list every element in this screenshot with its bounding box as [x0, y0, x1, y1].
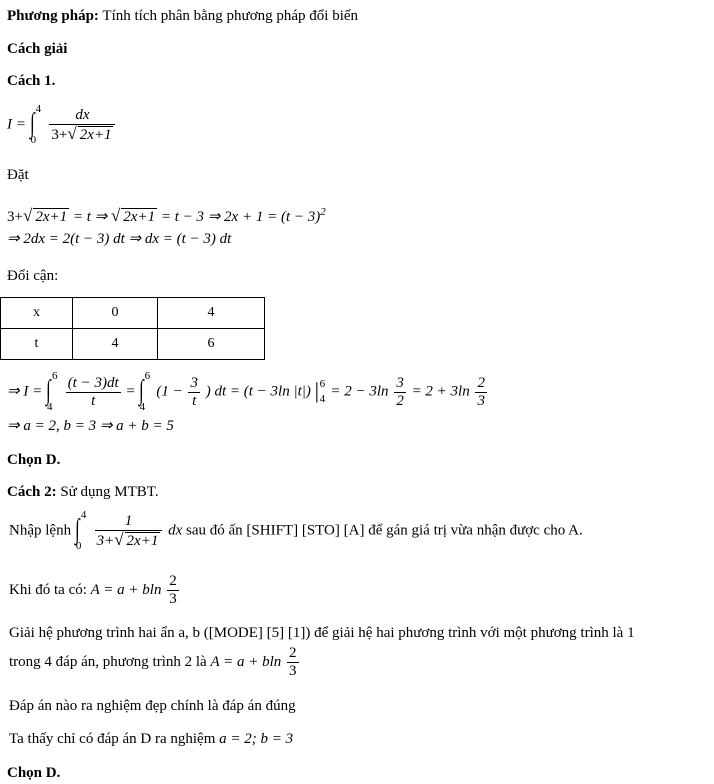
compute-upper-2: 6 [144, 370, 151, 382]
input-integral-sign: ∫ 4 0 [75, 510, 89, 552]
then-expr: A = a + bln [90, 581, 162, 598]
note-2 [9, 730, 293, 748]
method-label: Phương pháp: [7, 8, 99, 24]
input-lower: 0 [75, 540, 82, 552]
bounds-table [0, 297, 265, 360]
integral-upper: 4 [35, 103, 42, 115]
table-cell: 4 [73, 329, 158, 360]
eval-lower: 4 [319, 393, 326, 405]
approach1-heading: Cách 1. [7, 73, 56, 89]
compute-lower-1: 4 [46, 401, 53, 413]
sub1-radicand: 2x+1 [35, 209, 68, 225]
integral-lhs: I = [7, 116, 26, 133]
compute-eq-1: = 2 − 3ln [330, 383, 389, 400]
choice-2: Chọn D. [7, 765, 61, 781]
evaluation-bar: | 6 4 [315, 377, 327, 407]
compute-num-4: 2 [477, 374, 485, 391]
compute-fraction-3 [394, 375, 406, 410]
approach2-text: Sử dụng MTBT. [60, 484, 159, 500]
solve-line-1: Giải hệ phương trình hai ẩn a, b ([MODE] [5] [1]) để giải hệ hai phương trình với một phương trình là 1 [9, 625, 635, 641]
compute-den-4: 3 [477, 392, 485, 409]
computation-line: ⇒ I = ∫ 6 4 $\frac{(t - 3)dt}{t}$ = ∫ 6 4 (1 − $\frac{3}{t}$ ) dt = (t − 3ln |t|) | 6 4 = 2 − 3ln $\frac{3}{2}$ = 2 + 3ln $\frac{2}{3}$ [7, 371, 489, 413]
input-command-line [9, 510, 583, 552]
choice-1: Chọn D. [7, 452, 61, 468]
input-fraction: $\frac{1}{3+√ 2x+1}$ [95, 513, 163, 550]
compute-fraction-1 [66, 375, 121, 410]
compute-fraction-2 [188, 375, 200, 410]
method-line [7, 7, 358, 25]
approach2-label: Cách 2: [7, 484, 57, 500]
compute-open: (1 − [156, 383, 183, 400]
eval-upper: 6 [319, 378, 326, 390]
note2-prefix: Ta thấy chỉ có đáp án D ra nghiệm [9, 731, 216, 747]
compute-fraction-4 [475, 375, 487, 410]
then-den: 3 [169, 591, 177, 607]
input-diff: dx [168, 522, 183, 539]
sub1-exponent: 2 [320, 206, 326, 218]
compute-lhs: ⇒ I = [7, 383, 43, 400]
input-den-radicand: 2x+1 [126, 532, 159, 549]
approach2-heading [7, 483, 159, 501]
compute-num-3: 3 [396, 374, 404, 391]
input-prefix: Nhập lệnh [9, 522, 72, 539]
input-upper: 4 [80, 509, 87, 521]
solve-prefix: trong 4 đáp án, phương trình 2 là [9, 653, 207, 670]
then-line [9, 573, 181, 608]
note2-expr: a = 2; b = 3 [219, 731, 294, 747]
compute-integral-2: ∫ 6 4 [139, 371, 153, 413]
integral-I [7, 104, 117, 146]
substitution-line-2: ⇒ 2dx = 2(t − 3) dt ⇒ dx = (t − 3) dt [7, 231, 232, 247]
then-prefix: Khi đó ta có: [9, 581, 87, 598]
table-row [1, 329, 265, 360]
integral-den-radicand: 2x+1 [79, 126, 112, 143]
integral-lower: 0 [30, 134, 37, 146]
note-1: Đáp án nào ra nghiệm đẹp chính là đáp án đúng [9, 698, 296, 714]
compute-lower-2: 4 [139, 401, 146, 413]
compute-integral-1: ∫ 6 4 [46, 371, 60, 413]
compute-eq-2: = 2 + 3ln [411, 383, 470, 400]
table-head-t: t [1, 329, 73, 360]
bounds-label: Đổi cận: [7, 268, 59, 284]
then-fraction [167, 573, 179, 608]
sub1-radicand2: 2x+1 [123, 209, 156, 225]
input-den-prefix: 3+ [96, 532, 115, 549]
table-head-x: x [1, 298, 73, 329]
sub1-rest: = t − 3 ⇒ 2x + 1 = (t − 3) [160, 209, 321, 225]
integral-numerator: dx [49, 107, 115, 125]
substitution-line-1: 3+√ 2x+1 = t ⇒ √ 2x+1 = t − 3 ⇒ $2x + 1 = (t - 3)^2$ [7, 206, 326, 225]
solve-expr: A = a + bln [210, 653, 282, 670]
table-cell: 6 [158, 329, 265, 360]
integral-fraction: $\frac{dx}{3+√ 2x+1}$ [49, 107, 115, 144]
integral-sign: ∫ 4 0 [30, 104, 44, 146]
table-row [1, 298, 265, 329]
solution-heading: Cách giải [7, 41, 68, 57]
table-cell: 0 [73, 298, 158, 329]
compute-upper-1: 6 [51, 370, 58, 382]
input-numerator: 1 [95, 513, 163, 531]
table-cell: 4 [158, 298, 265, 329]
compute-close: ) dt = (t − 3ln |t|) [205, 383, 311, 400]
compute-num-2: 3 [190, 374, 198, 391]
solve-den: 3 [289, 663, 297, 679]
solve-fraction [287, 645, 299, 680]
substitution-label: Đặt [7, 167, 29, 183]
then-num: 2 [169, 573, 177, 589]
integral-den-prefix: 3+ [51, 126, 68, 143]
compute-den-3: 2 [396, 392, 404, 409]
input-suffix: sau đó ấn [SHIFT] [STO] [A] để gán giá trị vừa nhận được cho A. [186, 522, 583, 539]
method-text: Tính tích phân bằng phương pháp đổi biến [102, 8, 359, 24]
compute-den-2: t [192, 392, 197, 409]
compute-num-1: (t − 3)dt [67, 374, 119, 391]
compute-den-1: t [91, 392, 96, 409]
solve-num: 2 [289, 645, 297, 661]
sub1-mid: = t ⇒ [72, 209, 108, 225]
sub1-prefix: 3+ [7, 209, 23, 225]
conclusion-line: ⇒ a = 2, b = 3 ⇒ a + b = 5 [7, 418, 174, 434]
solve-line-2 [9, 645, 301, 680]
